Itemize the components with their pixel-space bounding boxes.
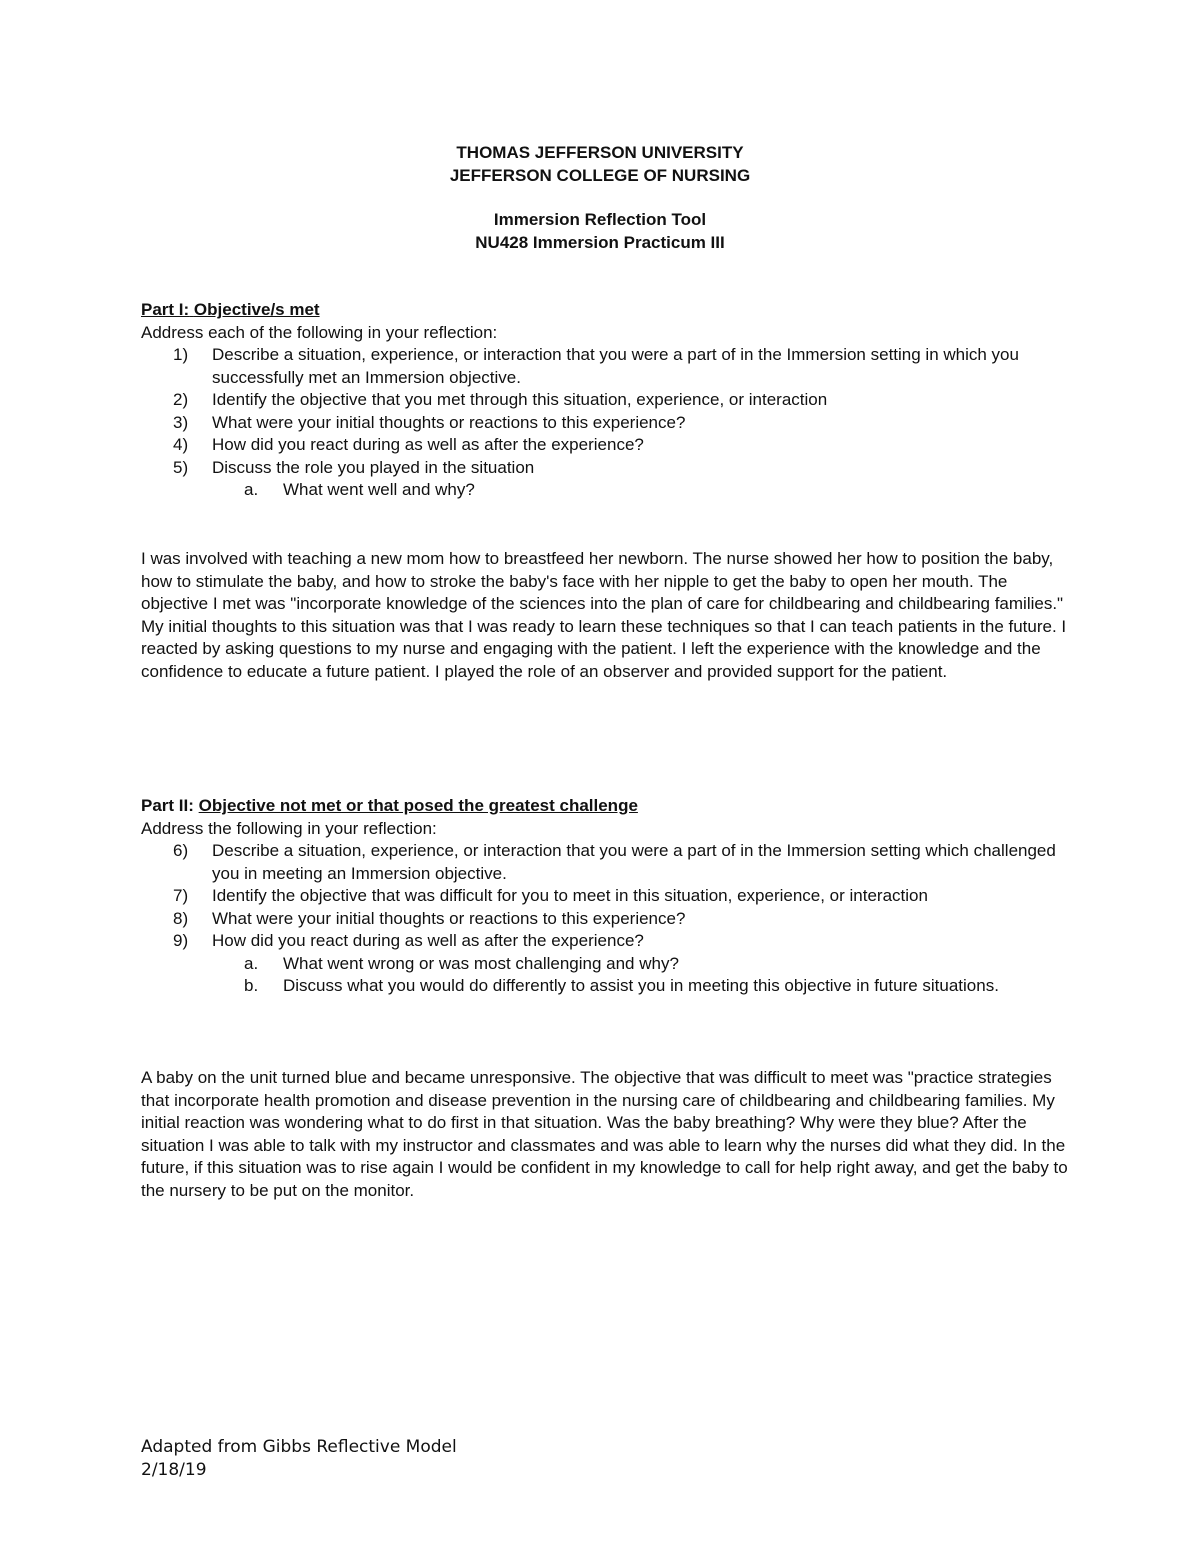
sub-item-text: Discuss what you would do differently to assist you in meeting this objective in future situations. [283, 976, 999, 995]
sub-item-letter: a. [244, 480, 259, 499]
list-item [141, 412, 1061, 435]
item-text: Identify the objective that you met through this situation, experience, or interaction [212, 390, 828, 409]
course-title: NU428 Immersion Practicum III [475, 232, 725, 252]
part2-title: Objective not met or that posed the greatest challenge [198, 796, 638, 815]
part1-answer: I was involved with teaching a new mom how to breastfeed her newborn. The nurse showed her how to position the baby, how to stimulate the baby, and how to stroke the baby's face with her nipple to get the baby to open her mouth. The objective I met was "incorporate knowledge of the sciences into the plan of care for childbearing and childbearing families." My initial thoughts to this situation was that I was ready to learn these techniques so that I can teach patients in the future. I reacted by asking questions to my nurse and engaging with the patient. I left the experience with the knowledge and the confidence to educate a future patient. I played the role of an observer and provided support for the patient. [141, 549, 1067, 681]
part1-question-list [141, 344, 1061, 502]
list-item [141, 434, 1061, 457]
item-number: 7) [173, 886, 189, 905]
part2-heading [141, 795, 1061, 818]
sub-item-text: What went well and why? [283, 480, 475, 499]
part1-prompt [141, 299, 1061, 502]
part2-prompt [141, 795, 1061, 998]
item-text: Describe a situation, experience, or interaction that you were a part of in the Immersion setting which challenged you in meeting an Immersion objective. [212, 841, 1056, 883]
page-footer [141, 1436, 457, 1482]
sub-list-item [212, 479, 1061, 502]
footer-date: 2/18/19 [141, 1460, 207, 1480]
sub-item-text: What went wrong or was most challenging and why? [283, 953, 679, 973]
part2-intro: Address the following in your reflection: [141, 818, 437, 838]
sub-list-item [212, 953, 1061, 976]
item-number: 1) [173, 345, 189, 364]
list-item [141, 389, 1061, 412]
part2-label: Part II: [141, 796, 194, 815]
item-number: 4) [173, 435, 189, 454]
part1-title: Objective/s met [193, 300, 320, 319]
list-item [141, 908, 1061, 931]
item-text: Discuss the role you played in the situation [212, 457, 535, 477]
item-number: 6) [173, 841, 189, 860]
item-text: Identify the objective that was difficult for you to meet in this situation, experience, or interaction [212, 886, 928, 905]
sub-item-letter: b. [244, 976, 259, 995]
part2-answer: A baby on the unit turned blue and became unresponsive. The objective that was difficult to meet was "practice strategies that incorporate health promotion and disease prevention in the nursing care of childbearing and childbearing families. My initial reaction was wondering what to do first in that situation. Was the baby breathing? Why were they blue? After the situation I was able to talk with my instructor and classmates and was able to learn why the nurses did what they did. In the future, if this situation was to rise again I would be confident in my knowledge to call for help right away, and get the baby to the nursery to be put on the monitor. [141, 1068, 1068, 1200]
item-text: Describe a situation, experience, or interaction that you were a part of in the Immersion setting in which you successfully met an Immersion objective. [212, 345, 1019, 387]
item-number: 5) [173, 457, 189, 477]
item-number: 9) [173, 931, 189, 950]
footer-source: Adapted from Gibbs Reflective Model [141, 1437, 457, 1457]
sub-item-letter: a. [244, 953, 259, 973]
item-text: What were your initial thoughts or reactions to this experience? [212, 412, 686, 432]
sub-list-item [212, 975, 1061, 998]
item-text: How did you react during as well as after the experience? [212, 435, 644, 454]
tool-title: Immersion Reflection Tool [493, 210, 707, 229]
part1-heading [141, 299, 1061, 322]
tool-header [0, 209, 1200, 254]
list-item [141, 344, 1061, 389]
item-number: 2) [173, 390, 189, 409]
list-item [141, 840, 1061, 885]
university-name: THOMAS JEFFERSON UNIVERSITY [456, 143, 744, 162]
part2-question-list [141, 840, 1061, 998]
item-number: 8) [173, 908, 189, 928]
part1-intro: Address each of the following in your reflection: [141, 322, 498, 342]
part1-label: Part I: [141, 300, 190, 319]
college-name: JEFFERSON COLLEGE OF NURSING [449, 165, 751, 185]
list-item [141, 457, 1061, 502]
list-item [141, 885, 1061, 908]
item-number: 3) [173, 412, 189, 432]
list-item [141, 930, 1061, 998]
item-text: What were your initial thoughts or reactions to this experience? [212, 908, 686, 928]
part2-sub-list [212, 953, 1061, 998]
institution-header [0, 142, 1200, 187]
part1-sub-list [212, 479, 1061, 502]
item-text: How did you react during as well as after the experience? [212, 931, 644, 950]
